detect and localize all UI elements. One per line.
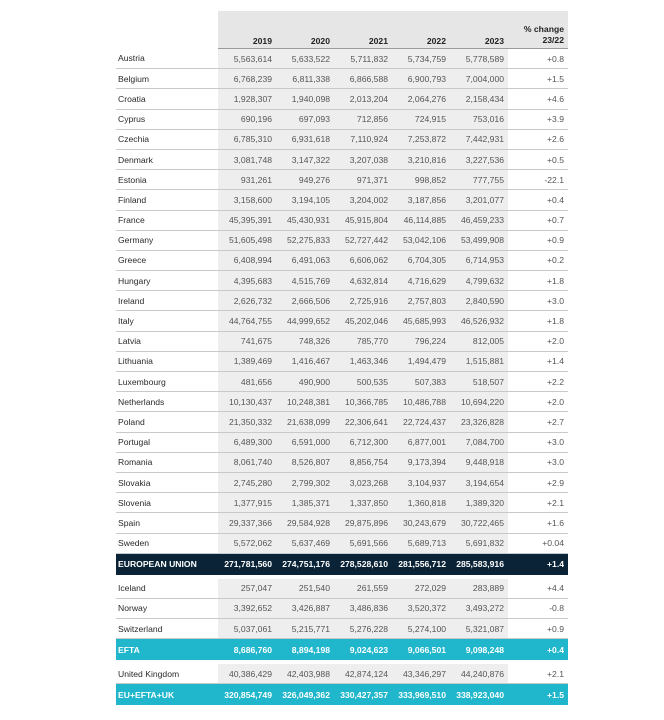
efta-country-row <box>116 619 568 639</box>
value-cell: 724,915 <box>392 109 450 129</box>
country-row <box>116 230 568 250</box>
pct-change-cell: +0.4 <box>508 639 568 661</box>
value-cell: 29,875,896 <box>334 513 392 533</box>
value-cell: 3,187,856 <box>392 190 450 210</box>
value-cell: 3,201,077 <box>450 190 508 210</box>
country-row <box>116 412 568 432</box>
value-cell: 10,486,788 <box>392 392 450 412</box>
country-row <box>116 250 568 270</box>
value-cell: 3,210,816 <box>392 149 450 169</box>
country-row <box>116 271 568 291</box>
country-row <box>116 69 568 89</box>
pct-change-cell: -22.1 <box>508 170 568 190</box>
value-cell: 10,130,437 <box>218 392 276 412</box>
value-cell: 21,350,332 <box>218 412 276 432</box>
value-cell: 3,023,268 <box>334 472 392 492</box>
pct-change-cell: +0.4 <box>508 190 568 210</box>
value-cell: 5,778,589 <box>450 49 508 69</box>
value-cell: 5,734,759 <box>392 49 450 69</box>
pct-change-cell: +2.2 <box>508 372 568 392</box>
value-cell: 6,408,994 <box>218 250 276 270</box>
value-cell: 1,389,320 <box>450 493 508 513</box>
header-pct-line2: 23/22 <box>542 35 564 45</box>
value-cell: 3,520,372 <box>392 598 450 618</box>
value-cell: 52,275,833 <box>276 230 334 250</box>
value-cell: 1,515,881 <box>450 351 508 371</box>
value-cell: 3,104,937 <box>392 472 450 492</box>
country-row <box>116 291 568 311</box>
value-cell: 7,004,000 <box>450 69 508 89</box>
country-row <box>116 89 568 109</box>
pct-change-cell: +3.0 <box>508 432 568 452</box>
value-cell: 251,540 <box>276 579 334 599</box>
value-cell: 8,526,807 <box>276 452 334 472</box>
value-cell: 43,346,297 <box>392 664 450 684</box>
value-cell: 5,276,228 <box>334 619 392 639</box>
value-cell: 46,459,233 <box>450 210 508 230</box>
row-label: Slovakia <box>116 472 218 492</box>
value-cell: 2,626,732 <box>218 291 276 311</box>
value-cell: 278,528,610 <box>334 553 392 575</box>
value-cell: 274,751,176 <box>276 553 334 575</box>
value-cell: 5,563,614 <box>218 49 276 69</box>
header-pct-line1: % change <box>523 24 564 34</box>
value-cell: 272,029 <box>392 579 450 599</box>
value-cell: 320,854,749 <box>218 684 276 706</box>
value-cell: 9,098,248 <box>450 639 508 661</box>
value-cell: 7,253,872 <box>392 129 450 149</box>
value-cell: 53,042,106 <box>392 230 450 250</box>
value-cell: 2,757,803 <box>392 291 450 311</box>
value-cell: 261,559 <box>334 579 392 599</box>
country-row <box>116 513 568 533</box>
header-year-2022: 2022 <box>392 11 450 49</box>
country-row <box>116 331 568 351</box>
value-cell: 1,360,818 <box>392 493 450 513</box>
value-cell: 490,900 <box>276 372 334 392</box>
value-cell: 21,638,099 <box>276 412 334 432</box>
value-cell: 6,931,618 <box>276 129 334 149</box>
value-cell: 7,442,931 <box>450 129 508 149</box>
value-cell: 741,675 <box>218 331 276 351</box>
value-cell: 6,714,953 <box>450 250 508 270</box>
value-cell: 44,240,876 <box>450 664 508 684</box>
table-body <box>116 49 568 706</box>
value-cell: 1,940,098 <box>276 89 334 109</box>
value-cell: 796,224 <box>392 331 450 351</box>
value-cell: 333,969,510 <box>392 684 450 706</box>
value-cell: 45,915,804 <box>334 210 392 230</box>
pct-change-cell: +2.9 <box>508 472 568 492</box>
row-label: Ireland <box>116 291 218 311</box>
value-cell: 338,923,040 <box>450 684 508 706</box>
header-year-2019: 2019 <box>218 11 276 49</box>
value-cell: 753,016 <box>450 109 508 129</box>
country-row <box>116 432 568 452</box>
value-cell: 9,173,394 <box>392 452 450 472</box>
efta-country-row <box>116 579 568 599</box>
pct-change-cell: +1.4 <box>508 351 568 371</box>
row-label: Lithuania <box>116 351 218 371</box>
pct-change-cell: +1.8 <box>508 311 568 331</box>
value-cell: 330,427,357 <box>334 684 392 706</box>
country-row <box>116 149 568 169</box>
value-cell: 2,064,276 <box>392 89 450 109</box>
uk-row <box>116 664 568 684</box>
value-cell: 3,493,272 <box>450 598 508 618</box>
row-label: Poland <box>116 412 218 432</box>
row-label: Latvia <box>116 331 218 351</box>
pct-change-cell: +0.5 <box>508 149 568 169</box>
value-cell: 30,722,465 <box>450 513 508 533</box>
value-cell: 42,403,988 <box>276 664 334 684</box>
value-cell: 285,583,916 <box>450 553 508 575</box>
pct-change-cell: +2.7 <box>508 412 568 432</box>
header-pct-change <box>508 11 568 49</box>
pct-change-cell: +1.4 <box>508 553 568 575</box>
value-cell: 697,093 <box>276 109 334 129</box>
value-cell: 3,081,748 <box>218 149 276 169</box>
row-label: Sweden <box>116 533 218 553</box>
row-label: Austria <box>116 49 218 69</box>
row-label: Germany <box>116 230 218 250</box>
value-cell: 5,689,713 <box>392 533 450 553</box>
value-cell: 53,499,908 <box>450 230 508 250</box>
value-cell: 10,248,381 <box>276 392 334 412</box>
pct-change-cell: +3.0 <box>508 452 568 472</box>
value-cell: 8,686,760 <box>218 639 276 661</box>
value-cell: 4,799,632 <box>450 271 508 291</box>
value-cell: 5,633,522 <box>276 49 334 69</box>
row-label: Netherlands <box>116 392 218 412</box>
table-header <box>116 11 568 49</box>
value-cell: 44,999,652 <box>276 311 334 331</box>
pct-change-cell: +4.6 <box>508 89 568 109</box>
value-cell: 2,158,434 <box>450 89 508 109</box>
row-label: EFTA <box>116 639 218 661</box>
value-cell: 6,491,063 <box>276 250 334 270</box>
row-label: Czechia <box>116 129 218 149</box>
value-cell: 7,110,924 <box>334 129 392 149</box>
value-cell: 23,326,828 <box>450 412 508 432</box>
row-label: Slovenia <box>116 493 218 513</box>
value-cell: 3,158,600 <box>218 190 276 210</box>
value-cell: 518,507 <box>450 372 508 392</box>
pct-change-cell: +2.0 <box>508 392 568 412</box>
value-cell: 4,632,814 <box>334 271 392 291</box>
value-cell: 326,049,362 <box>276 684 334 706</box>
row-label: EU+EFTA+UK <box>116 684 218 706</box>
value-cell: 7,084,700 <box>450 432 508 452</box>
country-row <box>116 311 568 331</box>
row-label: Switzerland <box>116 619 218 639</box>
value-cell: 3,392,652 <box>218 598 276 618</box>
value-cell: 2,013,204 <box>334 89 392 109</box>
value-cell: 949,276 <box>276 170 334 190</box>
value-cell: 5,037,061 <box>218 619 276 639</box>
value-cell: 6,877,001 <box>392 432 450 452</box>
row-label: Belgium <box>116 69 218 89</box>
country-row <box>116 49 568 69</box>
row-label: Romania <box>116 452 218 472</box>
value-cell: 6,712,300 <box>334 432 392 452</box>
country-row <box>116 493 568 513</box>
country-row <box>116 351 568 371</box>
value-cell: 971,371 <box>334 170 392 190</box>
value-cell: 6,768,239 <box>218 69 276 89</box>
value-cell: 812,005 <box>450 331 508 351</box>
value-cell: 10,366,785 <box>334 392 392 412</box>
value-cell: 10,694,220 <box>450 392 508 412</box>
value-cell: 257,047 <box>218 579 276 599</box>
header-year-2021: 2021 <box>334 11 392 49</box>
pct-change-cell: +0.7 <box>508 210 568 230</box>
value-cell: 40,386,429 <box>218 664 276 684</box>
value-cell: 1,928,307 <box>218 89 276 109</box>
value-cell: 6,866,588 <box>334 69 392 89</box>
value-cell: 998,852 <box>392 170 450 190</box>
value-cell: 8,061,740 <box>218 452 276 472</box>
value-cell: 3,194,105 <box>276 190 334 210</box>
value-cell: 690,196 <box>218 109 276 129</box>
value-cell: 44,764,755 <box>218 311 276 331</box>
country-row <box>116 210 568 230</box>
row-label: Iceland <box>116 579 218 599</box>
header-blank-cell <box>116 11 218 49</box>
row-label: EUROPEAN UNION <box>116 553 218 575</box>
value-cell: 748,326 <box>276 331 334 351</box>
pct-change-cell: +0.2 <box>508 250 568 270</box>
value-cell: 931,261 <box>218 170 276 190</box>
value-cell: 8,856,754 <box>334 452 392 472</box>
row-label: Denmark <box>116 149 218 169</box>
value-cell: 42,874,124 <box>334 664 392 684</box>
row-label: Finland <box>116 190 218 210</box>
value-cell: 2,840,590 <box>450 291 508 311</box>
value-cell: 51,605,498 <box>218 230 276 250</box>
country-row <box>116 129 568 149</box>
value-cell: 4,515,769 <box>276 271 334 291</box>
value-cell: 3,147,322 <box>276 149 334 169</box>
value-cell: 52,727,442 <box>334 230 392 250</box>
efta-total-row <box>116 639 568 661</box>
row-label: Croatia <box>116 89 218 109</box>
value-cell: 3,227,536 <box>450 149 508 169</box>
value-cell: 45,685,993 <box>392 311 450 331</box>
pct-change-cell: +0.8 <box>508 49 568 69</box>
value-cell: 6,811,338 <box>276 69 334 89</box>
pct-change-cell: +0.9 <box>508 619 568 639</box>
value-cell: 5,572,062 <box>218 533 276 553</box>
row-label: France <box>116 210 218 230</box>
header-year-2020: 2020 <box>276 11 334 49</box>
value-cell: 6,900,793 <box>392 69 450 89</box>
value-cell: 6,606,062 <box>334 250 392 270</box>
value-cell: 2,725,916 <box>334 291 392 311</box>
value-cell: 30,243,679 <box>392 513 450 533</box>
country-row <box>116 372 568 392</box>
value-cell: 5,691,566 <box>334 533 392 553</box>
value-cell: 785,770 <box>334 331 392 351</box>
row-label: Italy <box>116 311 218 331</box>
value-cell: 6,785,310 <box>218 129 276 149</box>
pct-change-cell: +2.1 <box>508 664 568 684</box>
value-cell: 3,194,654 <box>450 472 508 492</box>
row-label: United Kingdom <box>116 664 218 684</box>
pct-change-cell: +2.1 <box>508 493 568 513</box>
value-cell: 45,430,931 <box>276 210 334 230</box>
value-cell: 46,114,885 <box>392 210 450 230</box>
value-cell: 9,448,918 <box>450 452 508 472</box>
pct-change-cell: +3.9 <box>508 109 568 129</box>
value-cell: 3,486,836 <box>334 598 392 618</box>
value-cell: 2,745,280 <box>218 472 276 492</box>
value-cell: 29,337,366 <box>218 513 276 533</box>
value-cell: 4,395,683 <box>218 271 276 291</box>
value-cell: 5,274,100 <box>392 619 450 639</box>
value-cell: 45,202,046 <box>334 311 392 331</box>
pct-change-cell: +1.5 <box>508 684 568 706</box>
eu-total-row <box>116 553 568 575</box>
value-cell: 1,463,346 <box>334 351 392 371</box>
value-cell: 2,799,302 <box>276 472 334 492</box>
country-row <box>116 533 568 553</box>
value-cell: 481,656 <box>218 372 276 392</box>
vehicle-data-table <box>116 11 568 705</box>
value-cell: 271,781,560 <box>218 553 276 575</box>
value-cell: 1,494,479 <box>392 351 450 371</box>
row-label: Greece <box>116 250 218 270</box>
pct-change-cell: +2.6 <box>508 129 568 149</box>
country-row <box>116 109 568 129</box>
row-label: Portugal <box>116 432 218 452</box>
country-row <box>116 190 568 210</box>
value-cell: 5,321,087 <box>450 619 508 639</box>
value-cell: 5,637,469 <box>276 533 334 553</box>
value-cell: 29,584,928 <box>276 513 334 533</box>
header-year-2023: 2023 <box>450 11 508 49</box>
row-label: Estonia <box>116 170 218 190</box>
value-cell: 4,716,629 <box>392 271 450 291</box>
value-cell: 283,889 <box>450 579 508 599</box>
value-cell: 8,894,198 <box>276 639 334 661</box>
value-cell: 9,066,501 <box>392 639 450 661</box>
value-cell: 6,489,300 <box>218 432 276 452</box>
pct-change-cell: +4.4 <box>508 579 568 599</box>
row-label: Luxembourg <box>116 372 218 392</box>
value-cell: 22,724,437 <box>392 412 450 432</box>
value-cell: 1,337,850 <box>334 493 392 513</box>
value-cell: 5,711,832 <box>334 49 392 69</box>
value-cell: 6,591,000 <box>276 432 334 452</box>
pct-change-cell: +2.0 <box>508 331 568 351</box>
pct-change-cell: +1.8 <box>508 271 568 291</box>
value-cell: 3,204,002 <box>334 190 392 210</box>
value-cell: 46,526,932 <box>450 311 508 331</box>
value-cell: 45,395,391 <box>218 210 276 230</box>
country-row <box>116 472 568 492</box>
pct-change-cell: +3.0 <box>508 291 568 311</box>
value-cell: 507,383 <box>392 372 450 392</box>
value-cell: 712,856 <box>334 109 392 129</box>
pct-change-cell: +0.9 <box>508 230 568 250</box>
value-cell: 1,389,469 <box>218 351 276 371</box>
value-cell: 22,306,641 <box>334 412 392 432</box>
country-row <box>116 452 568 472</box>
value-cell: 3,426,887 <box>276 598 334 618</box>
pct-change-cell: -0.8 <box>508 598 568 618</box>
value-cell: 1,416,467 <box>276 351 334 371</box>
value-cell: 281,556,712 <box>392 553 450 575</box>
pct-change-cell: +1.6 <box>508 513 568 533</box>
grand-total-row <box>116 684 568 706</box>
pct-change-cell: +1.5 <box>508 69 568 89</box>
row-label: Norway <box>116 598 218 618</box>
value-cell: 777,755 <box>450 170 508 190</box>
value-cell: 500,535 <box>334 372 392 392</box>
value-cell: 5,691,832 <box>450 533 508 553</box>
value-cell: 9,024,623 <box>334 639 392 661</box>
value-cell: 6,704,305 <box>392 250 450 270</box>
efta-country-row <box>116 598 568 618</box>
row-label: Cyprus <box>116 109 218 129</box>
row-label: Hungary <box>116 271 218 291</box>
value-cell: 3,207,038 <box>334 149 392 169</box>
row-label: Spain <box>116 513 218 533</box>
value-cell: 5,215,771 <box>276 619 334 639</box>
country-row <box>116 170 568 190</box>
pct-change-cell: +0.04 <box>508 533 568 553</box>
value-cell: 2,666,506 <box>276 291 334 311</box>
value-cell: 1,385,371 <box>276 493 334 513</box>
country-row <box>116 392 568 412</box>
value-cell: 1,377,915 <box>218 493 276 513</box>
